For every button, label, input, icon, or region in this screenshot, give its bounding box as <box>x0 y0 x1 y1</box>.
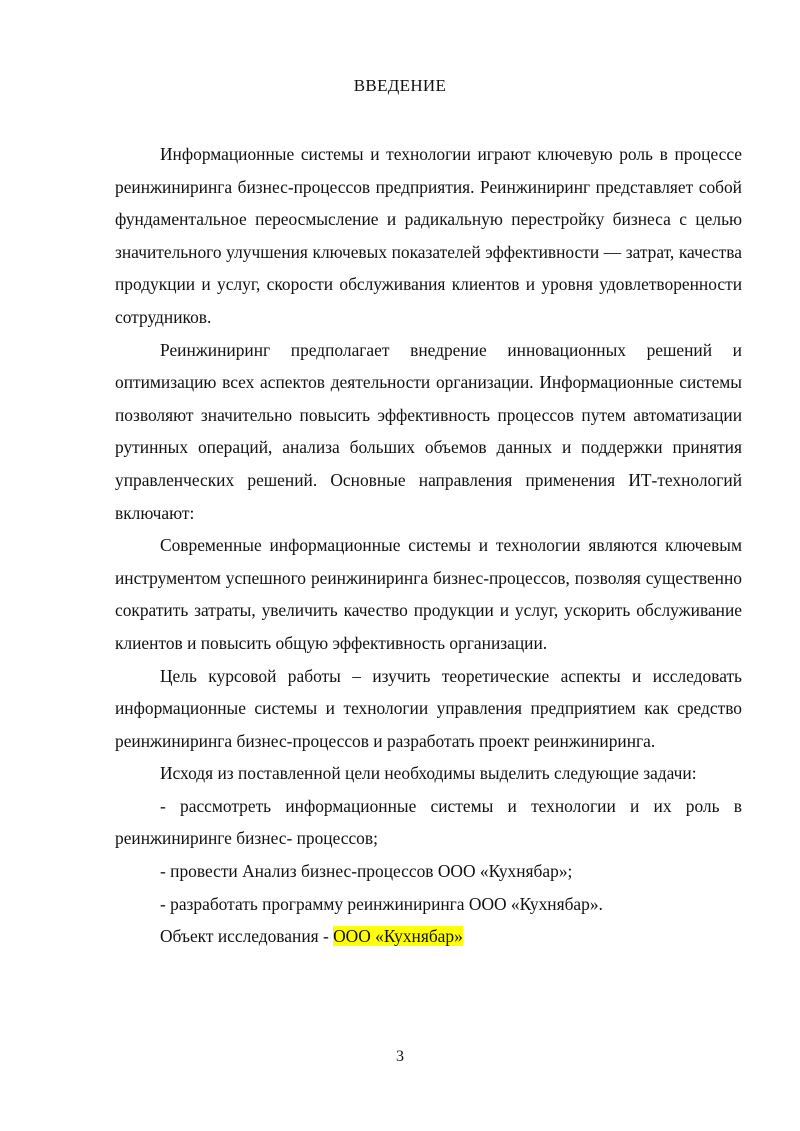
paragraph-modern-systems: Современные информационные системы и технологии являются ключевым инструментом успешного реинжиниринга бизнес-процессов, позволяя существенно сократить затраты, увеличить качество продукции и услуг, ускорить обслуживание клиентов и повысить общую эффективность организации. <box>115 535 742 653</box>
task-item: - разработать программу реинжиниринга ООО «Кухнябар». <box>160 893 603 914</box>
page-title: ВВЕДЕНИЕ <box>353 76 447 95</box>
research-object-line <box>115 920 742 953</box>
paragraph-intro: Информационные системы и технологии играют ключевую роль в процессе реинжиниринга бизнес-процессов предприятия. Реинжиниринг представляет собой фундаментальное переосмысление и радикальную перестройку бизнеса с целью значительного улучшения ключевых показателей эффективности — затрат, качества продукции и услуг, скорости обслуживания клиентов и уровня удовлетворенности сотрудников. <box>115 144 742 327</box>
task-item: - провести Анализ бизнес-процессов ООО «Кухнябар»; <box>160 861 573 882</box>
research-object-label: Объект исследования - <box>160 926 334 947</box>
paragraph-reengineering: Реинжиниринг предполагает внедрение инновационных решений и оптимизацию всех аспектов деятельности организации. Информационные системы позволяют значительно повысить эффективность процессов путем автоматизации рутинных операций, анализа больших объемов данных и поддержки принятия управленческих решений. Основные направления применения ИТ-технологий включают: <box>115 339 742 523</box>
research-object-highlight: ООО «Кухнябар» <box>333 926 463 947</box>
paragraph-goal: Цель курсовой работы – изучить теоретические аспекты и исследовать информационные системы и технологии управления предприятием как средство реинжиниринга бизнес-процессов и разработать проект реинжиниринга. <box>115 665 742 751</box>
paragraph-tasks-intro: Исходя из поставленной цели необходимы выделить следующие задачи: <box>160 763 697 784</box>
document-body <box>115 138 742 953</box>
task-item: - рассмотреть информационные системы и технологии и их роль в реинжиниринге бизнес- процессов; <box>115 795 742 849</box>
page-number: 3 <box>396 1048 404 1065</box>
